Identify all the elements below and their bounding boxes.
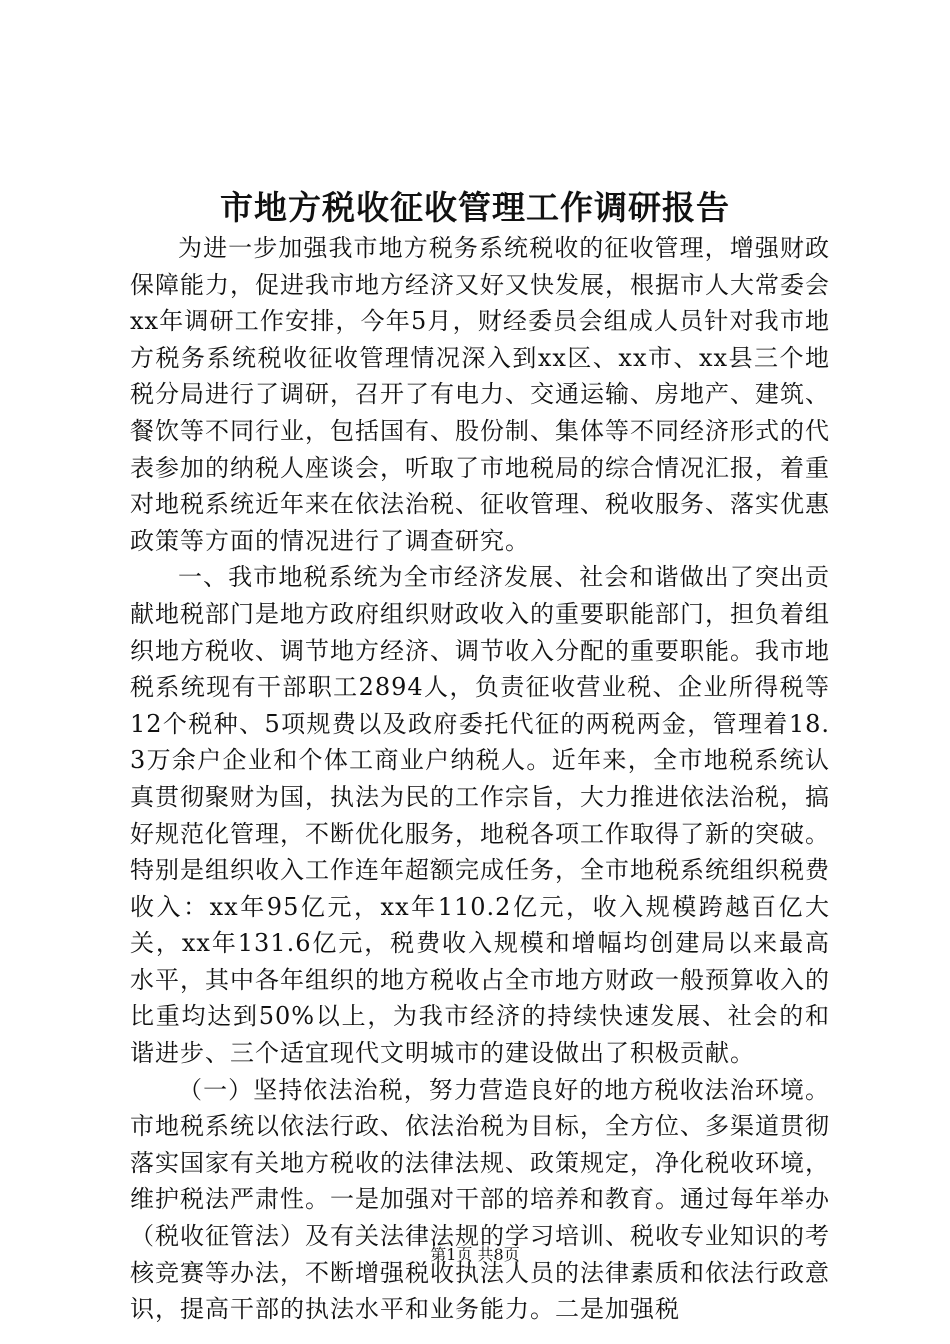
page-footer: 第1页 共8页 — [430, 1245, 520, 1264]
paragraph-subsection-one: （一）坚持依法治税，努力营造良好的地方税收法治环境。市地税系统以依法行政、依法治税为目标，全方位、多渠道贯彻落实国家有关地方税收的法律法规、政策规定，净化税收环境，维护税法严肃性。一是加强对干部的培养和教育。通过每年举办（税收征管法）及有关法律法规的学习培训、税收专业知识的考核竞赛等办法，不断增强税收执法人员的法律素质和依法行政意识，提高干部的执法水平和业务能力。二是加强税 — [130, 1075, 830, 1324]
paragraph-section-one: 一、我市地税系统为全市经济发展、社会和谐做出了突出贡献地税部门是地方政府组织财政收入的重要职能部门，担负着组织地方税收、调节地方经济、调节收入分配的重要职能。我市地税系统现有干部职工2894人，负责征收营业税、企业所得税等12个税种、5项规费以及政府委托代征的两税两金，管理着18.3万余户企业和个体工商业户纳税人。近年来，全市地税系统认真贯彻聚财为国，执法为民的工作宗旨，大力推进依法治税，搞好规范化管理，不断优化服务，地税各项工作取得了新的突破。特别是组织收入工作连年超额完成任务，全市地税系统组织税费收入：xx年95亿元，xx年110.2亿元，收入规模跨越百亿大关，xx年131.6亿元，税费收入规模和增幅均创建局以来最高水平，其中各年组织的地方税收占全市地方财政一般预算收入的比重均达到50%以上，为我市经济的持续快速发展、社会的和谐进步、三个适宜现代文明城市的建设做出了积极贡献。 — [130, 563, 830, 1068]
document-title: 市地方税收征收管理工作调研报告 — [220, 188, 730, 227]
paragraph-intro: 为进一步加强我市地方税务系统税收的征收管理，增强财政保障能力，促进我市地方经济又好又快发展，根据市人大常委会xx年调研工作安排，今年5月，财经委员会组成人员针对我市地方税务系统税收征收管理情况深入到xx区、xx市、xx县三个地税分局进行了调研，召开了有电力、交通运输、房地产、建筑、餐饮等不同行业，包括国有、股份制、集体等不同经济形式的代表参加的纳税人座谈会，听取了市地税局的综合情况汇报，着重对地税系统近年来在依法治税、征收管理、税收服务、落实优惠政策等方面的情况进行了调查研究。 — [130, 234, 830, 555]
document-body — [130, 230, 830, 1328]
